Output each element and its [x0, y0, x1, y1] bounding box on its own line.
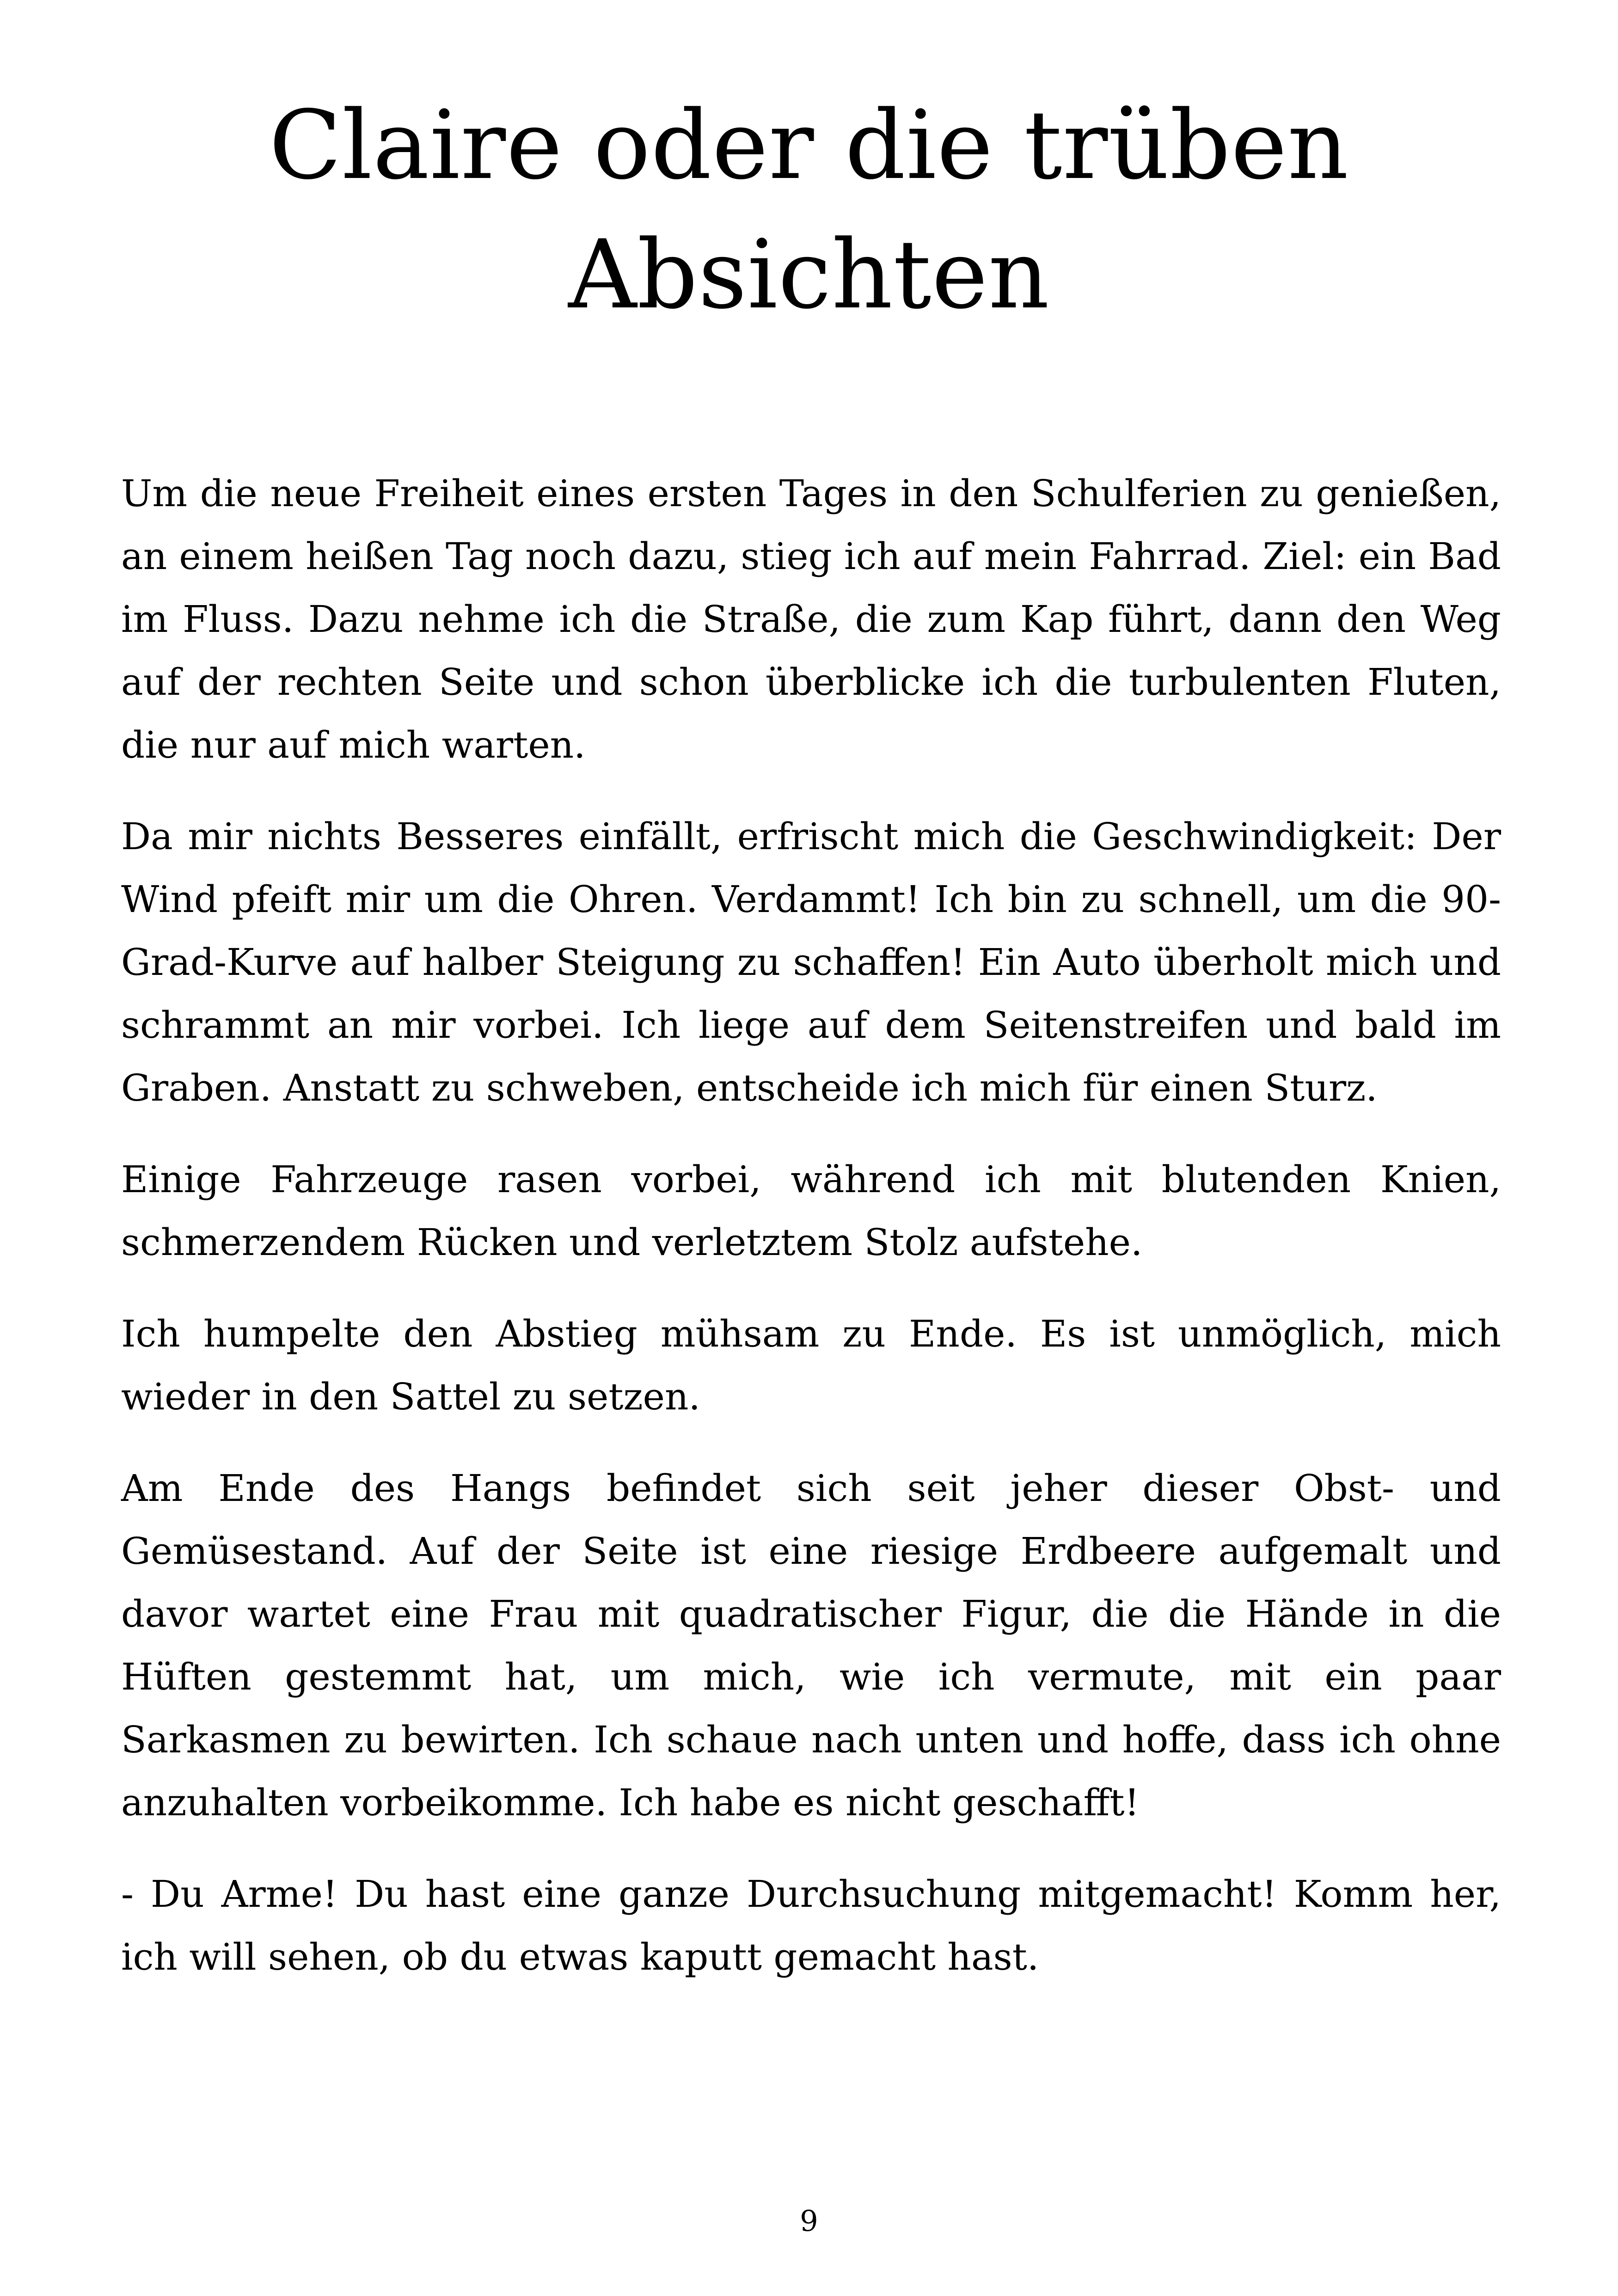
- paragraph: Am Ende des Hangs befindet sich seit jeher dieser Obst- und Gemüsestand. Auf der Seite ist eine riesige Erdbeere aufgemalt und davor wartet eine Frau mit quadratischer Figur, die die Hände in die Hüften gestemmt hat, um mich, wie ich vermute, mit ein paar Sarkasmen zu bewirten. Ich schaue nach unten und hoffe, dass ich ohne anzuhalten vorbeikomme. Ich habe es nicht geschafft!: [121, 1467, 1501, 1824]
- chapter-body: [121, 462, 1501, 2017]
- chapter-title-line-2: Absichten: [568, 220, 1050, 330]
- paragraph: - Du Arme! Du hast eine ganze Durchsuchung mitgemacht! Komm her, ich will sehen, ob du etwas kaputt gemacht hast.: [121, 1873, 1501, 1978]
- page-number: 9: [800, 2204, 818, 2238]
- chapter-title: [139, 81, 1479, 340]
- paragraph: Um die neue Freiheit eines ersten Tages in den Schulferien zu genießen, an einem heißen Tag noch dazu, stieg ich auf mein Fahrrad. Ziel: ein Bad im Fluss. Dazu nehme ich die Straße, die zum Kap führt, dann den Weg auf der rechten Seite und schon überblicke ich die turbulenten Fluten, die nur auf mich warten.: [121, 472, 1501, 766]
- paragraph: Da mir nichts Besseres einfällt, erfrischt mich die Geschwindigkeit: Der Wind pfeift mir um die Ohren. Verdammt! Ich bin zu schnell, um die 90-Grad-Kurve auf halber Steigung zu schaffen! Ein Auto überholt mich und schrammt an mir vorbei. Ich liege auf dem Seitenstreifen und bald im Graben. Anstatt zu schweben, entscheide ich mich für einen Sturz.: [121, 815, 1501, 1109]
- chapter-title-line-1: Claire oder die trüben: [269, 91, 1349, 201]
- paragraph: Einige Fahrzeuge rasen vorbei, während ich mit blutenden Knien, schmerzendem Rücken und verletztem Stolz aufstehe.: [121, 1158, 1501, 1264]
- paragraph: Ich humpelte den Abstieg mühsam zu Ende. Es ist unmöglich, mich wieder in den Sattel zu setzen.: [121, 1312, 1501, 1418]
